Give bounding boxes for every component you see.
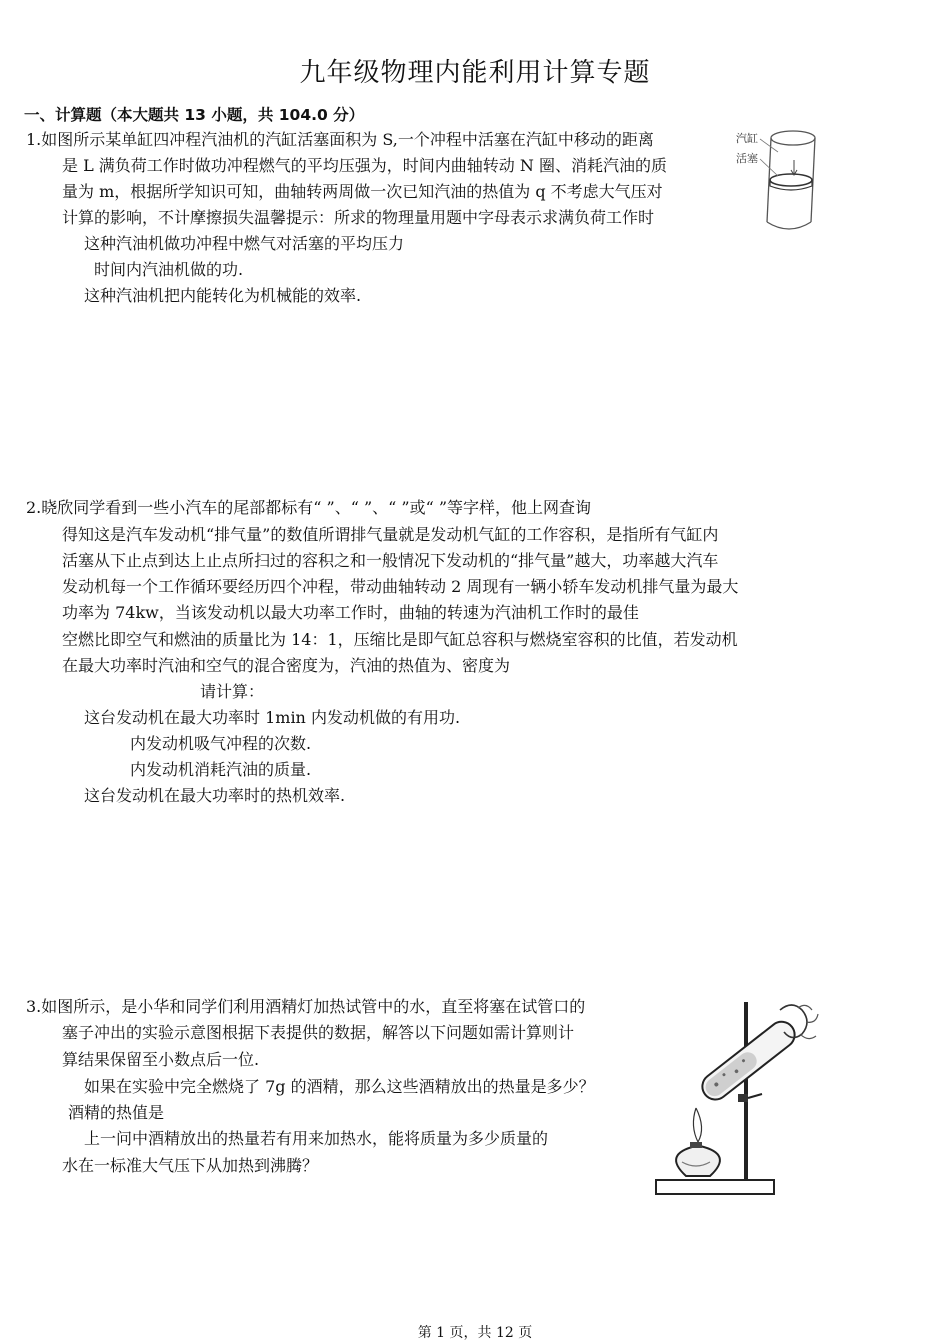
q1-line: 是 L 满负荷工作时做功冲程燃气的平均压强为，时间内曲轴转动 N 圈、消耗汽油的质 [62,156,667,175]
q3-line: 酒精的热值是 [68,1103,165,1122]
q2-subquestion: 这台发动机在最大功率时 1min 内发动机做的有用功. [84,708,461,727]
q3-line: 3.如图所示，是小华和同学们利用酒精灯加热试管中的水，直至将塞在试管口的 [26,997,586,1016]
q1-line: 量为 m，根据所学知识可知，曲轴转两周做一次已知汽油的热值为 q 不考虑大气压对 [62,182,663,201]
cylinder-figure [736,122,826,242]
page-title: 九年级物理内能利用计算专题 [299,58,651,88]
q2-line: 空燃比即空气和燃油的质量比为 14：1，压缩比是即气缸总容积与燃烧室容积的比值，若发动机 [62,630,738,649]
q3-subquestion: 上一问中酒精放出的热量若有用来加热水，能将质量为多少质量的 [84,1129,549,1148]
q2-line: 得知这是汽车发动机“排气量”的数值所谓排气量就是发动机气缸的工作容积，是指所有气缸内 [62,525,719,544]
q2-line: 2.晓欣同学看到一些小汽车的尾部都标有“ ”、“ ”、“ ”或“ ”等字样，他上网查询 [26,498,592,517]
q2-line: 发动机每一个工作循环要经历四个冲程，带动曲轴转动 2 周现有一辆小轿车发动机排气量为最大 [62,577,739,596]
q2-line: 活塞从下止点到达上止点所扫过的容积之和一般情况下发动机的“排气量”越大，功率越大汽车 [62,551,719,570]
q1-subquestion: 时间内汽油机做的功. [94,260,244,279]
figure-label-piston: 活塞 [736,152,758,165]
q3-line: 塞子冲出的实验示意图根据下表提供的数据，解答以下问题如需计算则计 [62,1023,575,1042]
q1-subquestion: 这种汽油机做功冲程中燃气对活塞的平均压力 [84,234,405,253]
figure-label-cylinder: 汽缸 [736,132,758,145]
page-footer: 第 1 页，共 12 页 [417,1325,533,1341]
q1-line: 1.如图所示某单缸四冲程汽油机的汽缸活塞面积为 S,一个冲程中活塞在汽缸中移动的距离 [26,130,654,149]
q1-line: 计算的影响，不计摩擦损失温馨提示：所求的物理量用题中字母表示求满负荷工作时 [62,208,655,227]
q3-subquestion: 如果在实验中完全燃烧了 7g 的酒精，那么这些酒精放出的热量是多少？ [84,1077,595,1096]
q2-subquestion: 内发动机吸气冲程的次数. [130,734,312,753]
section-heading: 一、计算题（本大题共 13 小题，共 104.0 分） [24,106,365,124]
q2-prompt: 请计算： [200,682,265,701]
q3-line: 算结果保留至小数点后一位. [62,1050,260,1069]
q3-line: 水在一标准大气压下从加热到沸腾？ [62,1156,319,1175]
q1-subquestion: 这种汽油机把内能转化为机械能的效率. [84,286,362,305]
q2-line: 功率为 74kw，当该发动机以最大功率工作时，曲轴的转速为汽油机工作时的最佳 [62,603,639,622]
q2-line: 在最大功率时汽油和空气的混合密度为，汽油的热值为、密度为 [62,656,511,675]
q2-subquestion: 这台发动机在最大功率时的热机效率. [84,786,346,805]
alcohol-lamp-figure [650,996,830,1201]
q2-subquestion: 内发动机消耗汽油的质量. [130,760,312,779]
